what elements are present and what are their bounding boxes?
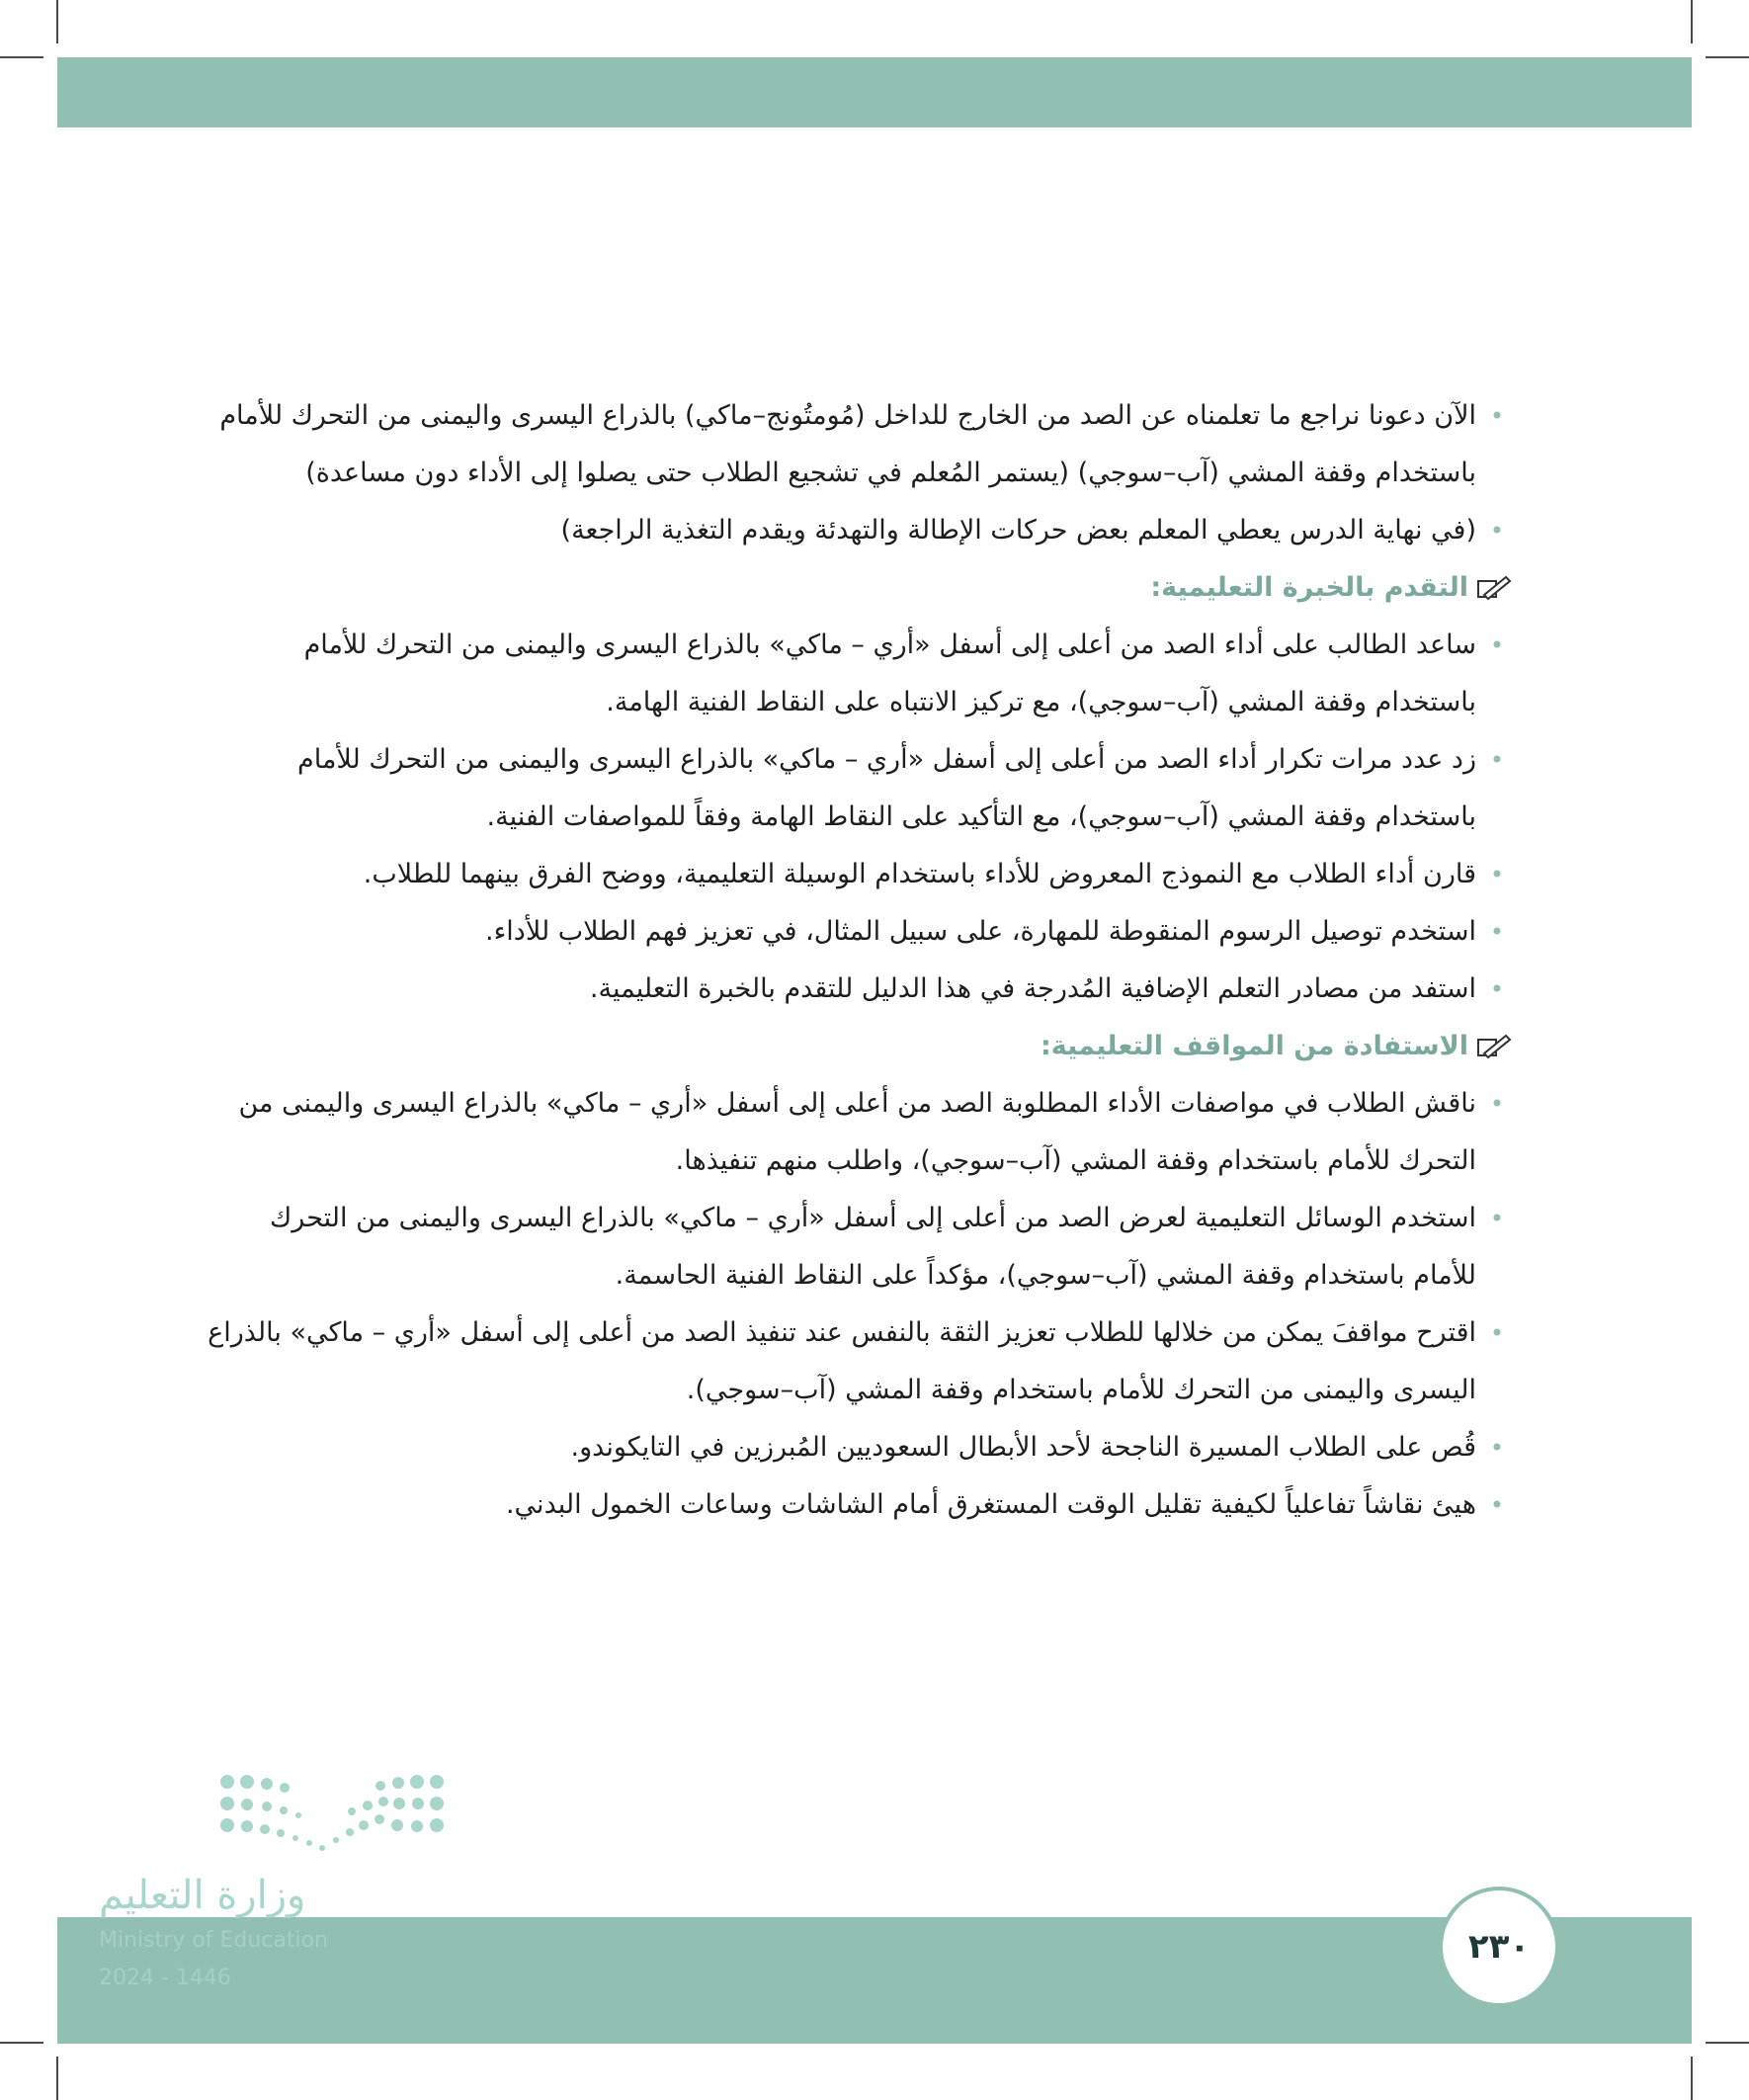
list-item: • (في نهاية الدرس يعطي المعلم بعض حركات الإطالة والتهدئة ويقدم التغذية الراجعة) xyxy=(208,502,1482,559)
page-number: ٢٣٠ xyxy=(1439,1887,1559,2007)
crop-mark xyxy=(0,2042,43,2044)
crop-mark xyxy=(1706,56,1749,58)
ministry-logo-year: 2024 - 1446 xyxy=(99,1966,231,1990)
situations-list xyxy=(208,1075,1482,1534)
section-heading-progress xyxy=(208,559,1512,617)
list-item: • استفد من مصادر التعلم الإضافية المُدرجة في هذا الدليل للتقدم بالخبرة التعليمية. xyxy=(208,961,1482,1018)
crop-mark xyxy=(0,56,43,58)
list-item: • هيئ نقاشاً تفاعلياً لكيفية تقليل الوقت المستغرق أمام الشاشات وساعات الخمول البدني. xyxy=(208,1476,1482,1534)
ministry-logo-english: Ministry of Education xyxy=(99,1928,329,1953)
list-item: • ناقش الطلاب في مواصفات الأداء المطلوبة الصد من أعلى إلى أسفل «أري – ماكي» بالذراع اليسرى واليمنى من التحرك للأمام باستخدام وقفة المشي (آب–سوجي)، واطلب منهم تنفيذها. xyxy=(208,1075,1482,1190)
section-heading-text: التقدم بالخبرة التعليمية: xyxy=(1150,572,1468,603)
crop-mark xyxy=(1691,2057,1693,2100)
ministry-logo-arabic: وزارة التعليم xyxy=(99,1873,306,1918)
page-content xyxy=(208,387,1482,1534)
pencil-note-icon xyxy=(1476,1034,1512,1059)
list-item: • قارن أداء الطلاب مع النموذج المعروض للأداء باستخدام الوسيلة التعليمية، ووضح الفرق بينهما للطلاب. xyxy=(208,846,1482,903)
list-item: • الآن دعونا نراجع ما تعلمناه عن الصد من الخارج للداخل (مُومتُونج–ماكي) بالذراع اليسرى واليمنى من التحرك للأمام باستخدام وقفة المشي (آب–سوجي) (يستمر المُعلم في تشجيع الطلاب حتى يصلوا إلى الأداء دون مساعدة) xyxy=(208,387,1482,502)
pencil-note-icon xyxy=(1476,575,1512,601)
list-item: • استخدم توصيل الرسوم المنقوطة للمهارة، على سبيل المثال، في تعزيز فهم الطلاب للأداء. xyxy=(208,903,1482,961)
intro-list xyxy=(208,387,1482,559)
list-item: • استخدم الوسائل التعليمية لعرض الصد من أعلى إلى أسفل «أري – ماكي» بالذراع اليسرى واليمنى من التحرك للأمام باستخدام وقفة المشي (آب–سوجي)، مؤكداً على النقاط الفنية الحاسمة. xyxy=(208,1190,1482,1304)
list-item: • قُص على الطلاب المسيرة الناجحة لأحد الأبطال السعوديين المُبرزين في التايكوندو. xyxy=(208,1419,1482,1476)
crop-mark xyxy=(56,0,58,43)
list-item: • زد عدد مرات تكرار أداء الصد من أعلى إلى أسفل «أري – ماكي» بالذراع اليسرى واليمنى من التحرك للأمام باستخدام وقفة المشي (آب–سوجي)، مع التأكيد على النقاط الهامة وفقاً للمواصفات الفنية. xyxy=(208,731,1482,846)
progress-list xyxy=(208,617,1482,1018)
section-heading-situations xyxy=(208,1018,1512,1075)
crop-mark xyxy=(56,2057,58,2100)
crop-mark xyxy=(1691,0,1693,43)
crop-mark xyxy=(1706,2042,1749,2044)
ministry-logo-dots xyxy=(99,1774,464,2070)
header-band xyxy=(57,57,1692,127)
list-item: • ساعد الطالب على أداء الصد من أعلى إلى أسفل «أري – ماكي» بالذراع اليسرى واليمنى من التحرك للأمام باستخدام وقفة المشي (آب–سوجي)، مع تركيز الانتباه على النقاط الفنية الهامة. xyxy=(208,617,1482,731)
list-item: • اقترح مواقفَ يمكن من خلالها للطلاب تعزيز الثقة بالنفس عند تنفيذ الصد من أعلى إلى أسفل «أري – ماكي» بالذراع اليسرى واليمنى من التحرك للأمام باستخدام وقفة المشي (آب–سوجي). xyxy=(208,1304,1482,1419)
section-heading-text: الاستفادة من المواقف التعليمية: xyxy=(1040,1031,1468,1061)
